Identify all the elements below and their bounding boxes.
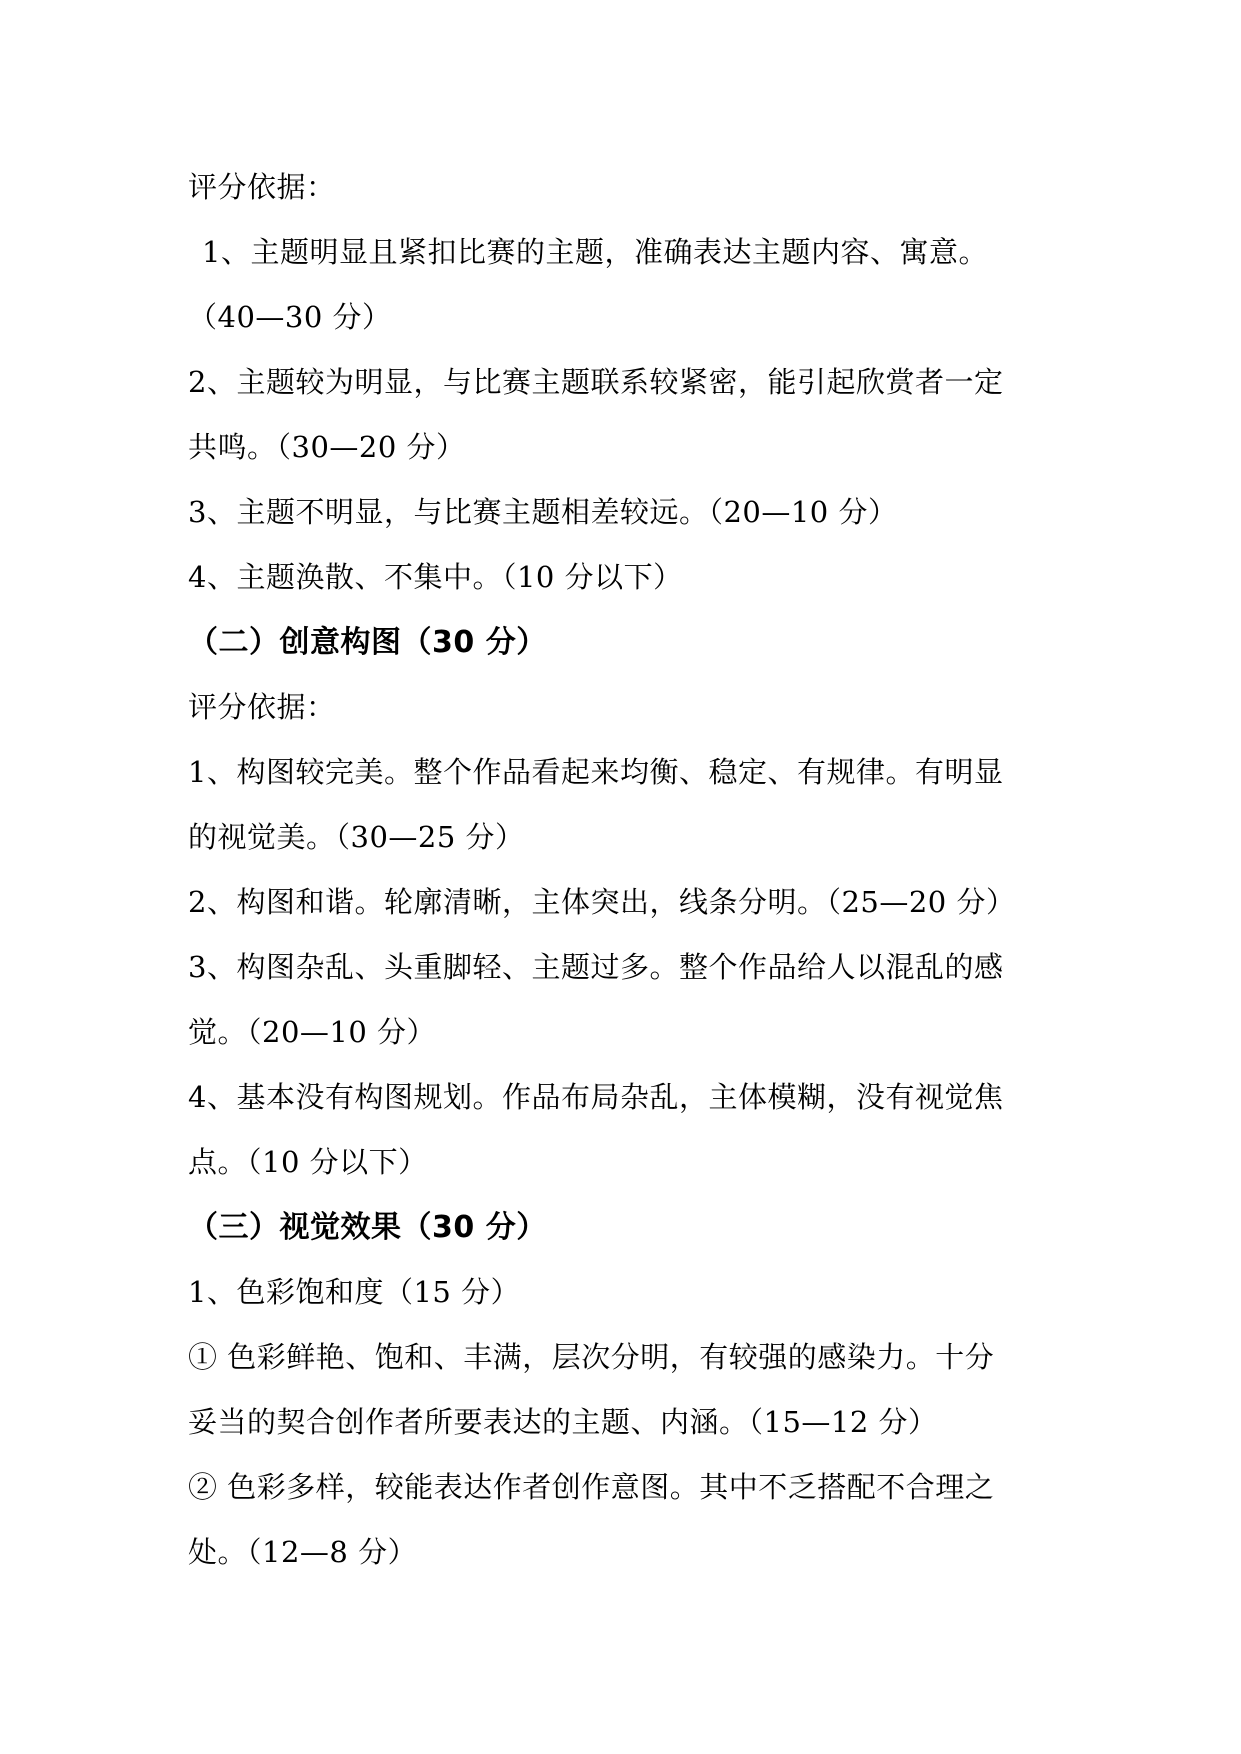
criterion-item: 1、构图较完美。整个作品看起来均衡、稳定、有规律。有明显	[188, 755, 1004, 789]
criterion-item: ① 色彩鲜艳、饱和、丰满，层次分明，有较强的感染力。十分	[188, 1340, 995, 1374]
criteria-label: 评分依据：	[188, 170, 336, 204]
criterion-item: 2、构图和谐。轮廓清晰，主体突出，线条分明。（25—20 分）	[188, 885, 1016, 919]
criterion-item: ② 色彩多样，较能表达作者创作意图。其中不乏搭配不合理之	[188, 1470, 995, 1504]
document-body	[188, 155, 1068, 1585]
criterion-item: 2、主题较为明显，与比赛主题联系较紧密，能引起欣赏者一定	[188, 365, 1004, 399]
criterion-item: 1、主题明显且紧扣比赛的主题，准确表达主题内容、寓意。	[202, 235, 988, 269]
criterion-item: 3、主题不明显，与比赛主题相差较远。（20—10 分）	[188, 495, 898, 529]
criteria-label: 评分依据：	[188, 690, 336, 724]
criterion-score: （40—30 分）	[188, 300, 392, 334]
subsection-title: 1、色彩饱和度（15 分）	[188, 1275, 521, 1309]
criterion-item-continuation: 共鸣。（30—20 分）	[188, 430, 466, 464]
criterion-item: 3、构图杂乱、头重脚轻、主题过多。整个作品给人以混乱的感	[188, 950, 1004, 984]
section-heading: （三）视觉效果（30 分）	[188, 1210, 547, 1245]
criterion-item: 4、基本没有构图规划。作品布局杂乱，主体模糊，没有视觉焦	[188, 1080, 1004, 1114]
section-heading: （二）创意构图（30 分）	[188, 625, 547, 660]
criterion-item-continuation: 点。（10 分以下）	[188, 1145, 428, 1179]
criterion-item-continuation: 妥当的契合创作者所要表达的主题、内涵。（15—12 分）	[188, 1405, 938, 1439]
criterion-item-continuation: 觉。（20—10 分）	[188, 1015, 437, 1049]
criterion-item: 4、主题涣散、不集中。（10 分以下）	[188, 560, 683, 594]
criterion-item-continuation: 处。（12—8 分）	[188, 1535, 418, 1569]
criterion-item-continuation: 的视觉美。（30—25 分）	[188, 820, 525, 854]
